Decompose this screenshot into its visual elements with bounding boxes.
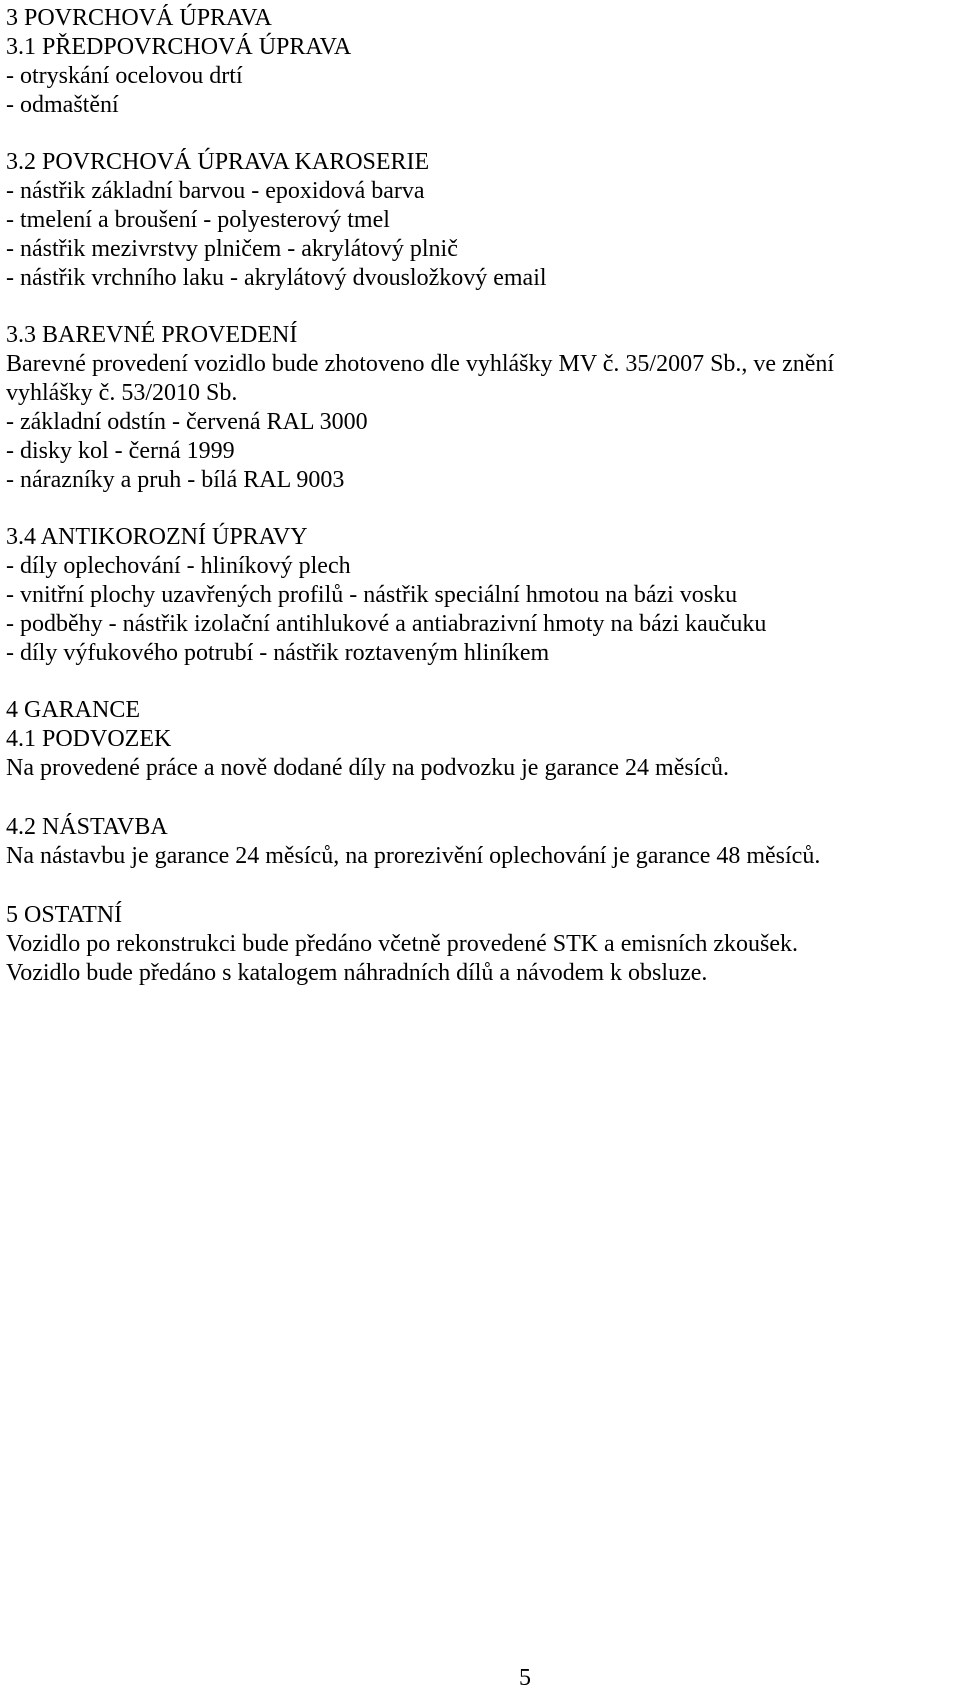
section-5-heading: 5 OSTATNÍ [6,902,123,928]
section-3-heading: 3 POVRCHOVÁ ÚPRAVA [6,5,272,31]
spacer [6,293,954,321]
list-item: - nástřik základní barvou - epoxidová barva [6,178,425,204]
section-4-heading: 4 GARANCE [6,697,141,723]
section-4-2-heading: 4.2 NÁSTAVBA [6,814,168,840]
list-item: - odmaštění [6,92,119,118]
spacer [6,871,954,901]
paragraph-line: vyhlášky č. 53/2010 Sb. [6,380,238,406]
paragraph-line: Vozidlo po rekonstrukci bude předáno včetně provedené STK a emisních zkoušek. [6,931,798,957]
list-item: - tmelení a broušení - polyesterový tmel [6,207,390,233]
list-item: - díly oplechování - hliníkový plech [6,553,351,579]
list-item: - disky kol - černá 1999 [6,438,235,464]
section-4-1-heading: 4.1 PODVOZEK [6,726,172,752]
paragraph-line: Vozidlo bude předáno s katalogem náhradních dílů a návodem k obsluze. [6,960,708,986]
paragraph-line: Na nástavbu je garance 24 měsíců, na prorezivění oplechování je garance 48 měsíců. [6,843,821,869]
list-item: - nárazníky a pruh - bílá RAL 9003 [6,467,345,493]
spacer [6,495,954,523]
section-3-4-heading: 3.4 ANTIKOROZNÍ ÚPRAVY [6,524,308,550]
section-3-3-heading: 3.3 BAREVNÉ PROVEDENÍ [6,322,298,348]
paragraph-line: Na provedené práce a nově dodané díly na podvozku je garance 24 měsíců. [6,755,730,781]
list-item: - nástřik vrchního laku - akrylátový dvousložkový email [6,265,547,291]
list-item: - vnitřní plochy uzavřených profilů - nástřik speciální hmotou na bázi vosku [6,582,738,608]
paragraph-line: Barevné provedení vozidlo bude zhotoveno dle vyhlášky MV č. 35/2007 Sb., ve znění [6,351,835,377]
document-page [6,4,954,988]
list-item: - podběhy - nástřik izolační antihlukové a antiabrazivní hmoty na bázi kaučuku [6,611,767,637]
list-item: - díly výfukového potrubí - nástřik roztaveným hliníkem [6,640,550,666]
spacer [6,668,954,696]
list-item: - základní odstín - červená RAL 3000 [6,409,368,435]
list-item: - otryskání ocelovou drtí [6,63,243,89]
list-item: - nástřik mezivrstvy plničem - akrylátový plnič [6,236,458,262]
spacer [6,783,954,813]
spacer [6,120,954,148]
section-3-2-heading: 3.2 POVRCHOVÁ ÚPRAVA KAROSERIE [6,149,430,175]
section-3-1-heading: 3.1 PŘEDPOVRCHOVÁ ÚPRAVA [6,34,352,60]
page-number: 5 [519,1665,531,1691]
